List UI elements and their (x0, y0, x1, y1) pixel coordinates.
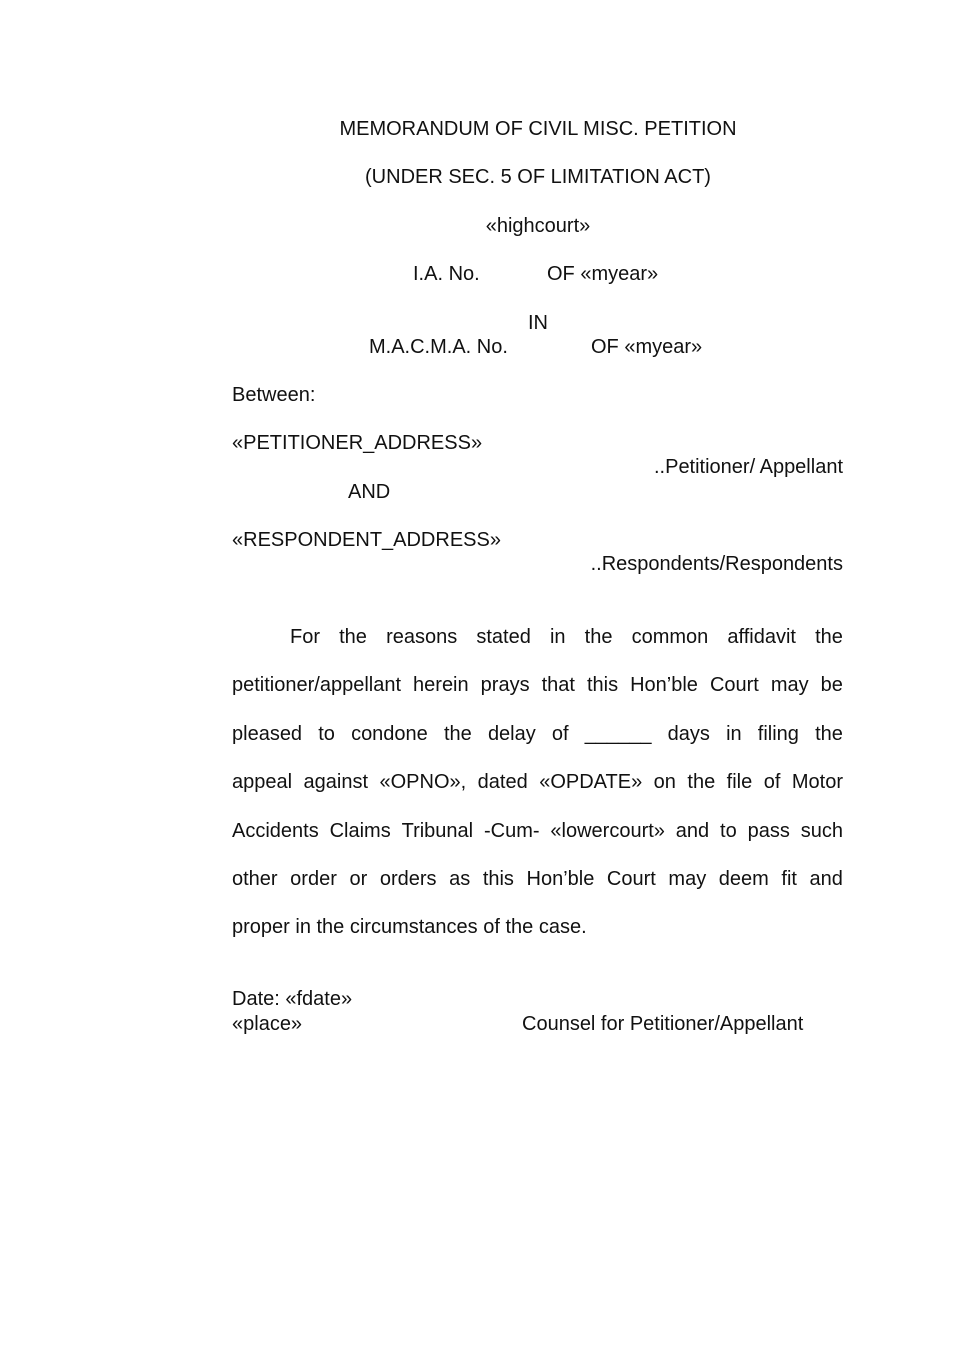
body-word: of (551, 723, 569, 745)
body-word: and (675, 820, 710, 842)
body-word: be (820, 674, 843, 696)
document-title: MEMORANDUM OF CIVIL MISC. PETITION (339, 118, 737, 140)
body-word: filing (757, 723, 799, 745)
body-line-1 (290, 625, 843, 649)
body-line-7: proper in the circumstances of the case. (232, 916, 587, 938)
body-word: the (687, 771, 716, 793)
macma-number-label: M.A.C.M.A. No. (369, 336, 508, 358)
body-word: the (443, 723, 472, 745)
body-word: order (290, 868, 337, 890)
body-word: «OPDATE» (539, 771, 643, 793)
body-word: -Cum- (483, 820, 540, 842)
body-word: this (586, 674, 619, 696)
body-word: and (809, 868, 843, 890)
body-word: may (770, 674, 809, 696)
between-label: Between: (232, 384, 316, 406)
body-word: such (800, 820, 843, 842)
body-word: «OPNO», (379, 771, 467, 793)
body-word: days (667, 723, 710, 745)
body-word: appeal (232, 771, 293, 793)
document-subtitle: (UNDER SEC. 5 OF LIMITATION ACT) (365, 166, 711, 188)
body-line-6 (232, 867, 843, 891)
body-word: Court (606, 868, 656, 890)
body-word: petitioner/appellant (232, 674, 402, 696)
body-word: may (668, 868, 707, 890)
court-name: «highcourt» (485, 215, 591, 237)
body-word: on (653, 771, 676, 793)
macma-year: OF «myear» (591, 336, 703, 358)
body-word: the (815, 723, 843, 745)
body-word: orders (379, 868, 437, 890)
ia-year: OF «myear» (547, 263, 659, 285)
body-word: file (726, 771, 753, 793)
body-word: deem (718, 868, 769, 890)
body-word: against (303, 771, 369, 793)
body-word: Hon’ble (630, 674, 698, 696)
body-line-3 (232, 722, 843, 746)
body-word: Accidents (232, 820, 319, 842)
body-word: that (541, 674, 575, 696)
body-word: «lowercourt» (550, 820, 665, 842)
body-word: Tribunal (401, 820, 474, 842)
respondent-role: ..Respondents/Respondents (590, 553, 843, 575)
body-word: this (482, 868, 514, 890)
in-label: IN (528, 312, 548, 334)
body-word: Court (709, 674, 759, 696)
and-label: AND (348, 481, 391, 503)
body-word: dated (477, 771, 528, 793)
body-line-5 (232, 819, 843, 843)
place-field: «place» (232, 1013, 303, 1035)
body-word: affidavit (727, 626, 796, 648)
body-word: of (763, 771, 781, 793)
body-word: stated (476, 626, 531, 648)
body-word: pleased (232, 723, 303, 745)
date-field: Date: «fdate» (232, 988, 353, 1010)
body-word: or (349, 868, 368, 890)
petitioner-role: ..Petitioner/ Appellant (653, 456, 843, 478)
body-word: fit (781, 868, 797, 890)
body-word: Hon’ble (526, 868, 595, 890)
respondent-address: «RESPONDENT_ADDRESS» (232, 529, 501, 551)
body-word: herein (413, 674, 469, 696)
body-word: in (726, 723, 742, 745)
body-word: the (815, 626, 843, 648)
body-word: to (720, 820, 737, 842)
body-line-4 (232, 770, 843, 794)
body-word: prays (480, 674, 530, 696)
body-word: ______ (584, 723, 652, 745)
body-word: pass (747, 820, 790, 842)
counsel-signature-label: Counsel for Petitioner/Appellant (522, 1013, 804, 1035)
body-word: other (232, 868, 278, 890)
body-word: For (290, 626, 320, 648)
petitioner-address: «PETITIONER_ADDRESS» (232, 432, 483, 454)
body-word: condone (351, 723, 428, 745)
body-word: delay (487, 723, 536, 745)
body-word: as (449, 868, 471, 890)
body-word: the (584, 626, 613, 648)
ia-number-label: I.A. No. (413, 263, 480, 285)
body-line-2 (232, 673, 843, 697)
body-word: to (318, 723, 335, 745)
body-word: Claims (329, 820, 391, 842)
body-word: in (549, 626, 566, 648)
body-word: Motor (791, 771, 843, 793)
body-word: the (339, 626, 367, 648)
body-word: reasons (386, 626, 458, 648)
body-word: common (631, 626, 709, 648)
